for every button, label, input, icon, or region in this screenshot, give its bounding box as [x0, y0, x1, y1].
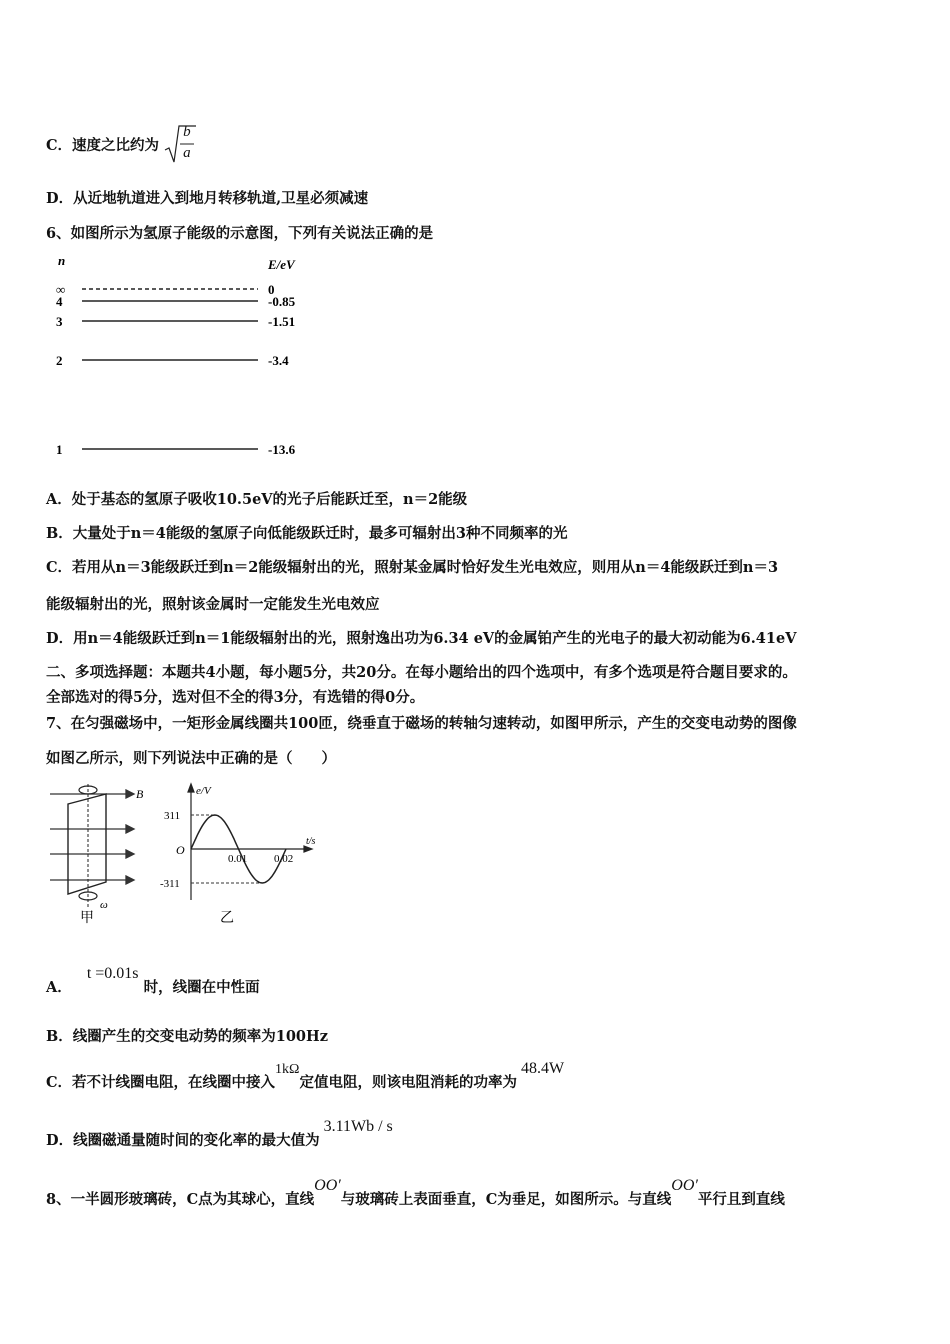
y-axis-label: e/V	[196, 785, 211, 797]
level-n-label: 3	[56, 314, 63, 329]
figure-jia-caption: 甲	[80, 911, 94, 926]
figure-jia-coil	[44, 782, 154, 932]
q5-option-d: D．从近地轨道进入到地月转移轨道,卫星必须减速	[46, 190, 369, 207]
sqrt-denominator: a	[183, 145, 191, 161]
q8-stem-text3: 平行且到直线	[697, 1191, 785, 1208]
y-min-tick-label: -311	[160, 878, 180, 890]
energy-level-diagram	[46, 250, 346, 465]
level-n-label: 2	[56, 353, 63, 368]
q8-stem	[46, 1177, 785, 1209]
level-energy-label: -0.85	[268, 294, 296, 309]
x-tick-label-2: 0.02	[274, 853, 294, 865]
q6-option-b: B．大量处于n＝4能级的氢原子向低能级跃迁时，最多可辐射出3种不同频率的光	[46, 525, 568, 542]
q5-option-c-label: C．速度之比约为	[46, 137, 160, 154]
q6-option-c-line1: C．若用从n＝3能级跃迁到n＝2能级辐射出的光，照射某金属时恰好发生光电效应，则用从n＝4能级跃迁到n＝3	[46, 559, 779, 576]
sqrt-numerator: b	[183, 124, 191, 140]
level-n-label: 4	[56, 294, 63, 309]
q7-option-c-math2: 48.4W	[520, 1060, 565, 1077]
q8-math-oo2: OO′	[671, 1177, 698, 1194]
magnetic-field-arrows	[50, 790, 134, 884]
q7-option-c-text2: 定值电阻，则该电阻消耗的功率为	[299, 1074, 517, 1091]
q7-option-c-text1: C．若不计线圈电阻，在线圈中接入	[46, 1074, 276, 1091]
coil-frame	[68, 784, 106, 908]
x-tick-label-1: 0.01	[228, 853, 248, 865]
sqrt-sign-icon	[164, 124, 196, 164]
q7-option-a-label: A．	[46, 979, 72, 996]
sqrt-expression	[164, 124, 196, 164]
q7-stem-line1: 7、在匀强磁场中，一矩形金属线圈共100匝，绕垂直于磁场的转轴匀速转动，如图甲所示，产生的交变电动势的图像	[46, 715, 797, 732]
origin-label: O	[176, 843, 185, 857]
q7-option-c	[46, 1060, 565, 1092]
energy-levels	[56, 282, 296, 457]
level-energy-label: 0	[268, 282, 275, 297]
q7-option-c-math1: 1kΩ	[275, 1062, 300, 1077]
q6-stem: 6、如图所示为氢原子能级的示意图，下列有关说法正确的是	[46, 225, 434, 242]
y-max-tick-label: 311	[164, 810, 181, 822]
level-energy-label: -3.4	[268, 353, 289, 368]
q6-option-d: D．用n＝4能级跃迁到n＝1能级辐射出的光，照射逸出功为6.34 eV的金属铂产生的光电子的最大初动能为6.41eV	[46, 630, 797, 647]
q6-option-a: A．处于基态的氢原子吸收10.5eV的光子后能跃迁至，n＝2能级	[46, 491, 468, 508]
n-axis-label: n	[58, 253, 66, 268]
q8-math-oo1: OO′	[314, 1177, 341, 1194]
q7-option-d-text: D．线圈磁通量随时间的变化率的最大值为	[46, 1132, 320, 1149]
figure-yi-caption: 乙	[220, 911, 234, 926]
q7-stem-line2: 如图乙所示，则下列说法中正确的是（ ）	[46, 750, 336, 767]
q7-option-b: B．线圈产生的交变电动势的频率为100Hz	[46, 1028, 328, 1045]
q7-option-d	[46, 1118, 393, 1150]
q6-option-c-line2: 能级辐射出的光，照射该金属时一定能发生光电效应	[46, 596, 380, 613]
q7-option-a-math: t =0.01s	[86, 965, 139, 982]
level-energy-label: -13.6	[268, 442, 296, 457]
level-n-label: 1	[56, 442, 63, 457]
level-n-label: ∞	[56, 282, 66, 297]
figure-yi-emf-graph	[158, 782, 328, 932]
x-axis-label: t/s	[306, 836, 316, 847]
level-energy-label: -1.51	[268, 314, 296, 329]
q8-stem-text2: 与玻璃砖上表面垂直，C为垂足，如图所示。与直线	[340, 1191, 672, 1208]
q7-option-a	[46, 965, 260, 997]
y-axis-arrow-icon	[188, 784, 194, 792]
section2-line1: 二、多项选择题：本题共4小题，每小题5分，共20分。在每小题给出的四个选项中，有多个选项是符合题目要求的。	[46, 664, 797, 681]
omega-label: ω	[100, 899, 108, 911]
q7-option-d-math: 3.11Wb / s	[323, 1118, 393, 1135]
q5-option-c	[46, 126, 196, 166]
energy-axis-label: E/eV	[268, 257, 295, 272]
rotation-arrow-icon	[79, 786, 97, 900]
q8-stem-text1: 8、一半圆形玻璃砖，C点为其球心，直线	[46, 1191, 315, 1208]
section2-line2: 全部选对的得5分，选对但不全的得3分，有选错的得0分。	[46, 689, 425, 706]
q7-option-a-text: 时，线圈在中性面	[143, 979, 260, 996]
b-field-label: B	[136, 787, 144, 801]
